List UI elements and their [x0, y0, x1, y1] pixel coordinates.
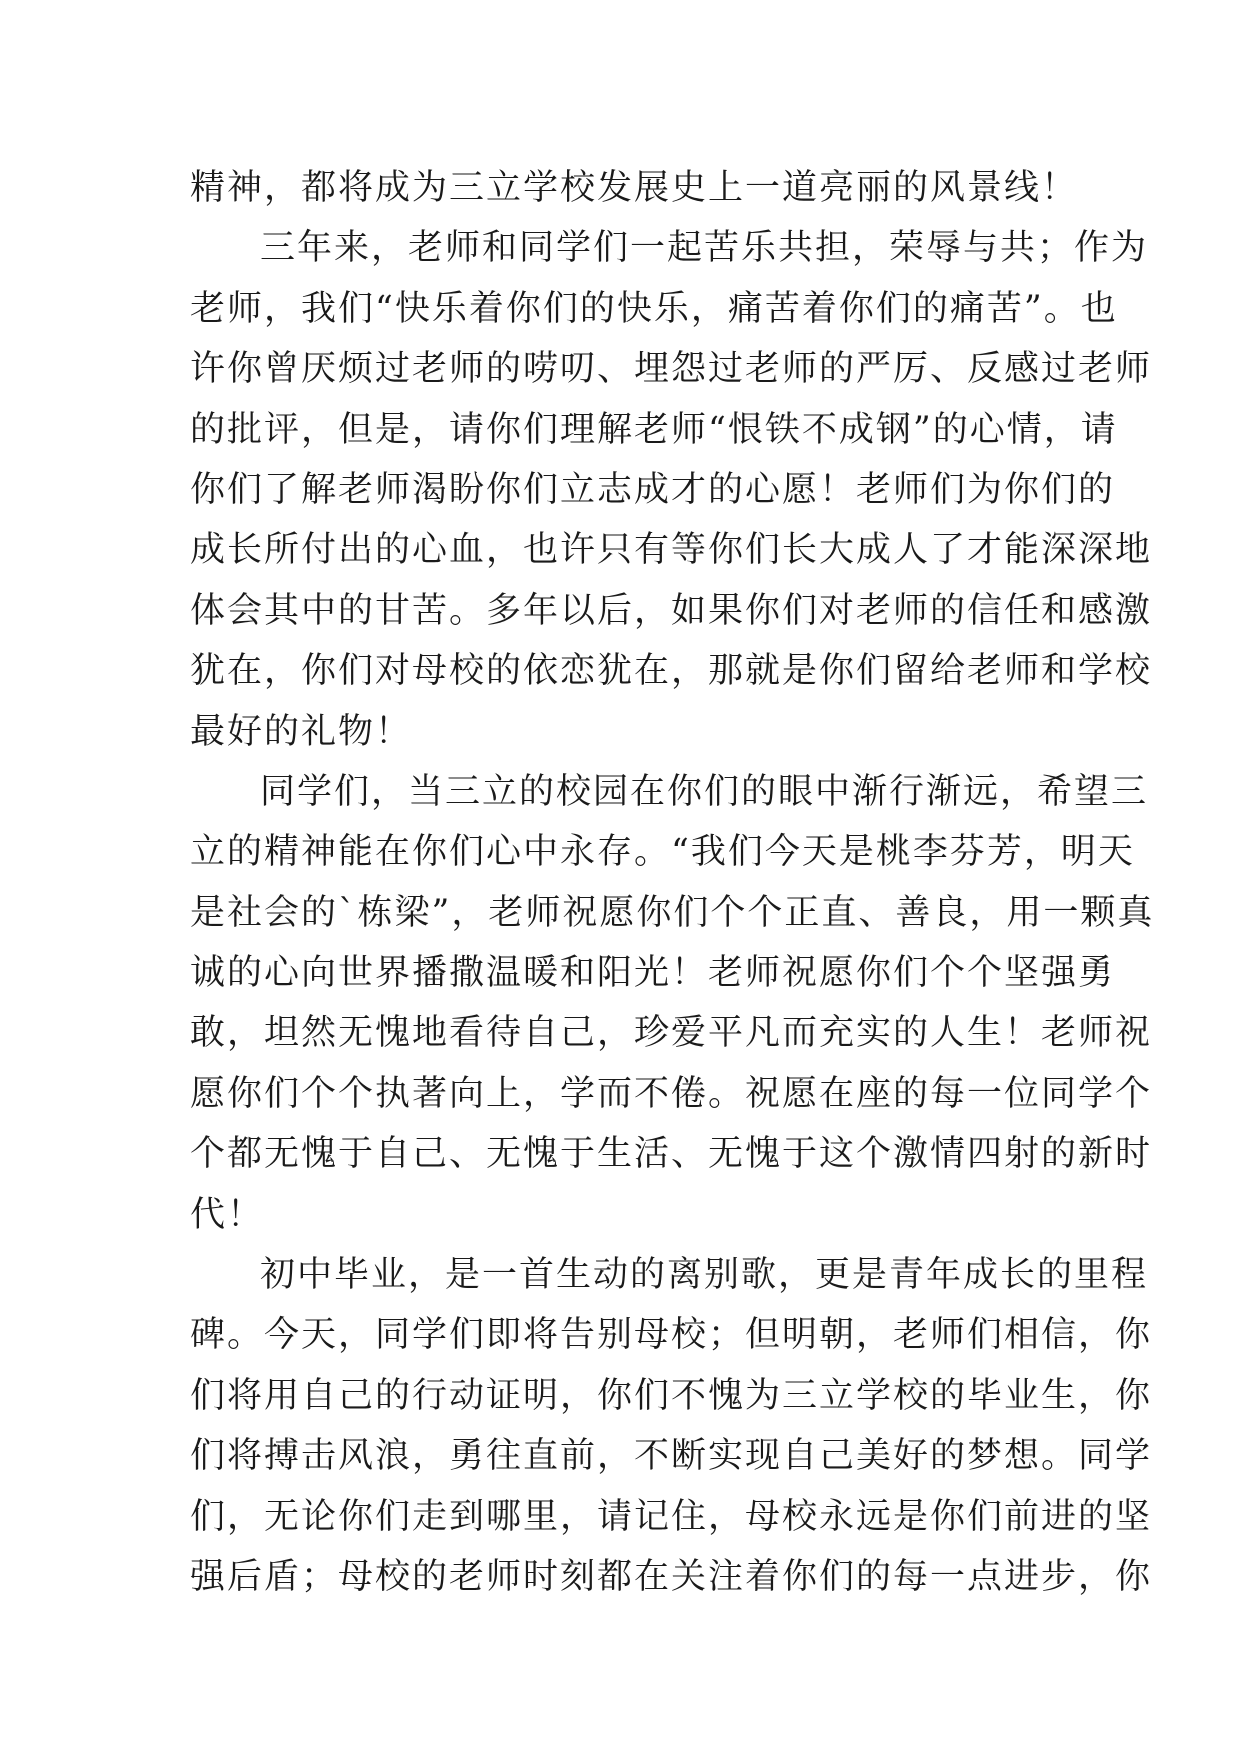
text-line: 立的精神能在你们心中永存。“我们今天是桃李芬芳，明天	[190, 832, 1135, 873]
text-line: 是社会的`栋梁”，老师祝愿你们个个正直、善良，用一颗真	[190, 892, 1155, 933]
text-line: 许你曾厌烦过老师的唠叨、埋怨过老师的严厉、反感过老师	[190, 349, 1153, 390]
text-line: 你们了解老师渴盼你们立志成才的心愿！老师们为你们的	[190, 469, 1116, 510]
text-line: 的批评，但是，请你们理解老师“恨铁不成钢”的心情，请	[190, 409, 1118, 450]
text-line: 碑。今天，同学们即将告别母校；但明朝，老师们相信，你	[190, 1315, 1153, 1356]
text-line: 强后盾；母校的老师时刻都在关注着你们的每一点进步，你	[190, 1556, 1153, 1597]
text-line: 三年来，老师和同学们一起苦乐共担，荣辱与共；作为	[260, 228, 1149, 269]
text-line: 个都无愧于自己、无愧于生活、无愧于这个激情四射的新时	[190, 1134, 1153, 1175]
text-line: 初中毕业，是一首生动的离别歌，更是青年成长的里程	[260, 1255, 1149, 1296]
text-line: 们将用自己的行动证明，你们不愧为三立学校的毕业生，你	[190, 1375, 1153, 1416]
text-line: 成长所付出的心血，也许只有等你们长大成人了才能深深地	[190, 530, 1153, 571]
text-line: 诚的心向世界播撒温暖和阳光！老师祝愿你们个个坚强勇	[190, 953, 1116, 994]
text-line: 精神，都将成为三立学校发展史上一道亮丽的风景线！	[190, 168, 1079, 208]
text-line: 们，无论你们走到哪里，请记住，母校永远是你们前进的坚	[190, 1496, 1153, 1537]
text-line: 体会其中的甘苦。多年以后，如果你们对老师的信任和感激	[190, 590, 1153, 631]
text-line: 愿你们个个执著向上，学而不倦。祝愿在座的每一位同学个	[190, 1073, 1153, 1114]
text-line: 同学们，当三立的校园在你们的眼中渐行渐远，希望三	[260, 771, 1149, 812]
body-text	[190, 158, 1155, 1607]
text-line: 代！	[190, 1194, 265, 1235]
text-line: 最好的礼物！	[190, 711, 413, 752]
text-line: 们将搏击风浪，勇往直前，不断实现自己美好的梦想。同学	[190, 1436, 1153, 1477]
text-line: 犹在，你们对母校的依恋犹在，那就是你们留给老师和学校	[190, 651, 1153, 692]
text-line: 老师，我们“快乐着你们的快乐，痛苦着你们的痛苦”。也	[190, 288, 1118, 329]
text-line: 敢，坦然无愧地看待自己，珍爱平凡而充实的人生！老师祝	[190, 1013, 1153, 1054]
